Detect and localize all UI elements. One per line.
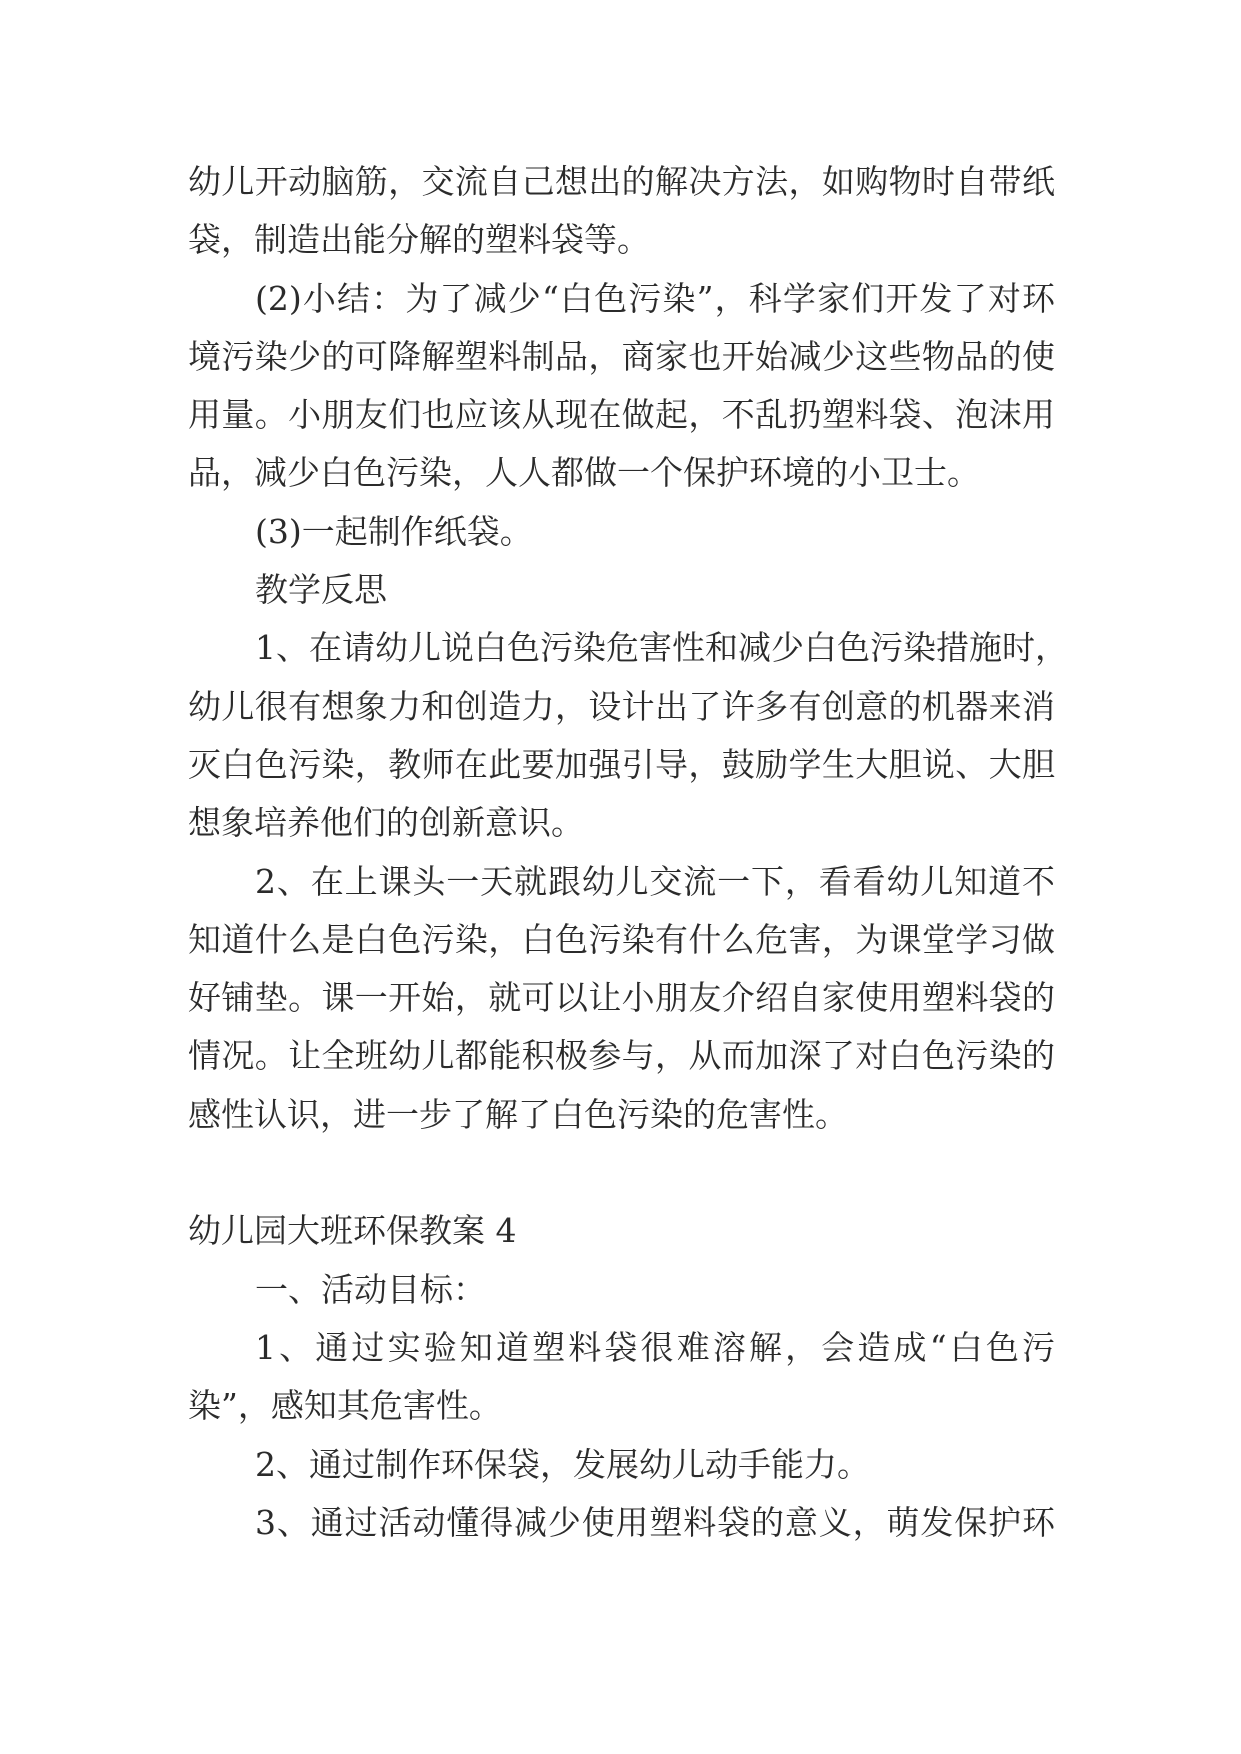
text-line: 用量。小朋友们也应该从现在做起，不乱扔塑料袋、泡沫用 <box>188 395 1055 435</box>
text-line: 品，减少白色污染，人人都做一个保护环境的小卫士。 <box>188 453 980 493</box>
text-line: 境污染少的可降解塑料制品，商家也开始减少这些物品的使 <box>188 336 1055 376</box>
text-line: 感性认识，进一步了解了白色污染的危害性。 <box>188 1094 848 1134</box>
text-line: 幼儿开动脑筋，交流自己想出的解决方法，如购物时自带纸 <box>188 162 1055 201</box>
text-line: 袋，制造出能分解的塑料袋等。 <box>188 220 650 260</box>
text-line: 情况。让全班幼儿都能积极参与，从而加深了对白色污染的 <box>188 1036 1055 1076</box>
text-line: (2)小结：为了减少“白色污染”，科学家们开发了对环 <box>255 278 1055 318</box>
text-line: 1、通过实验知道塑料袋很难溶解，会造成“白色污 <box>255 1327 1055 1367</box>
text-line: 2、通过制作环保袋，发展幼儿动手能力。 <box>255 1444 870 1484</box>
reflection-heading: 教学反思 <box>255 570 387 610</box>
text-line: 想象培养他们的创新意识。 <box>188 803 584 843</box>
text-line: 知道什么是白色污染，白色污染有什么危害，为课堂学习做 <box>188 919 1055 959</box>
blank-line <box>188 1144 1055 1202</box>
text-line: 好铺垫。课一开始，就可以让小朋友介绍自家使用塑料袋的 <box>188 978 1055 1018</box>
text-line: 染”，感知其危害性。 <box>188 1386 502 1426</box>
text-line: (3)一起制作纸袋。 <box>255 511 533 551</box>
text-line: 1、在请幼儿说白色污染危害性和减少白色污染措施时， <box>255 628 1068 668</box>
text-line: 灭白色污染，教师在此要加强引导，鼓励学生大胆说、大胆 <box>188 744 1055 784</box>
text-line: 幼儿很有想象力和创造力，设计出了许多有创意的机器来消 <box>188 686 1055 726</box>
goals-heading: 一、活动目标： <box>255 1269 486 1309</box>
text-line: 2、在上课头一天就跟幼儿交流一下，看看幼儿知道不 <box>255 861 1055 901</box>
section-title: 幼儿园大班环保教案 4 <box>188 1211 517 1251</box>
text-line: 3、通过活动懂得减少使用塑料袋的意义，萌发保护环 <box>255 1502 1055 1542</box>
